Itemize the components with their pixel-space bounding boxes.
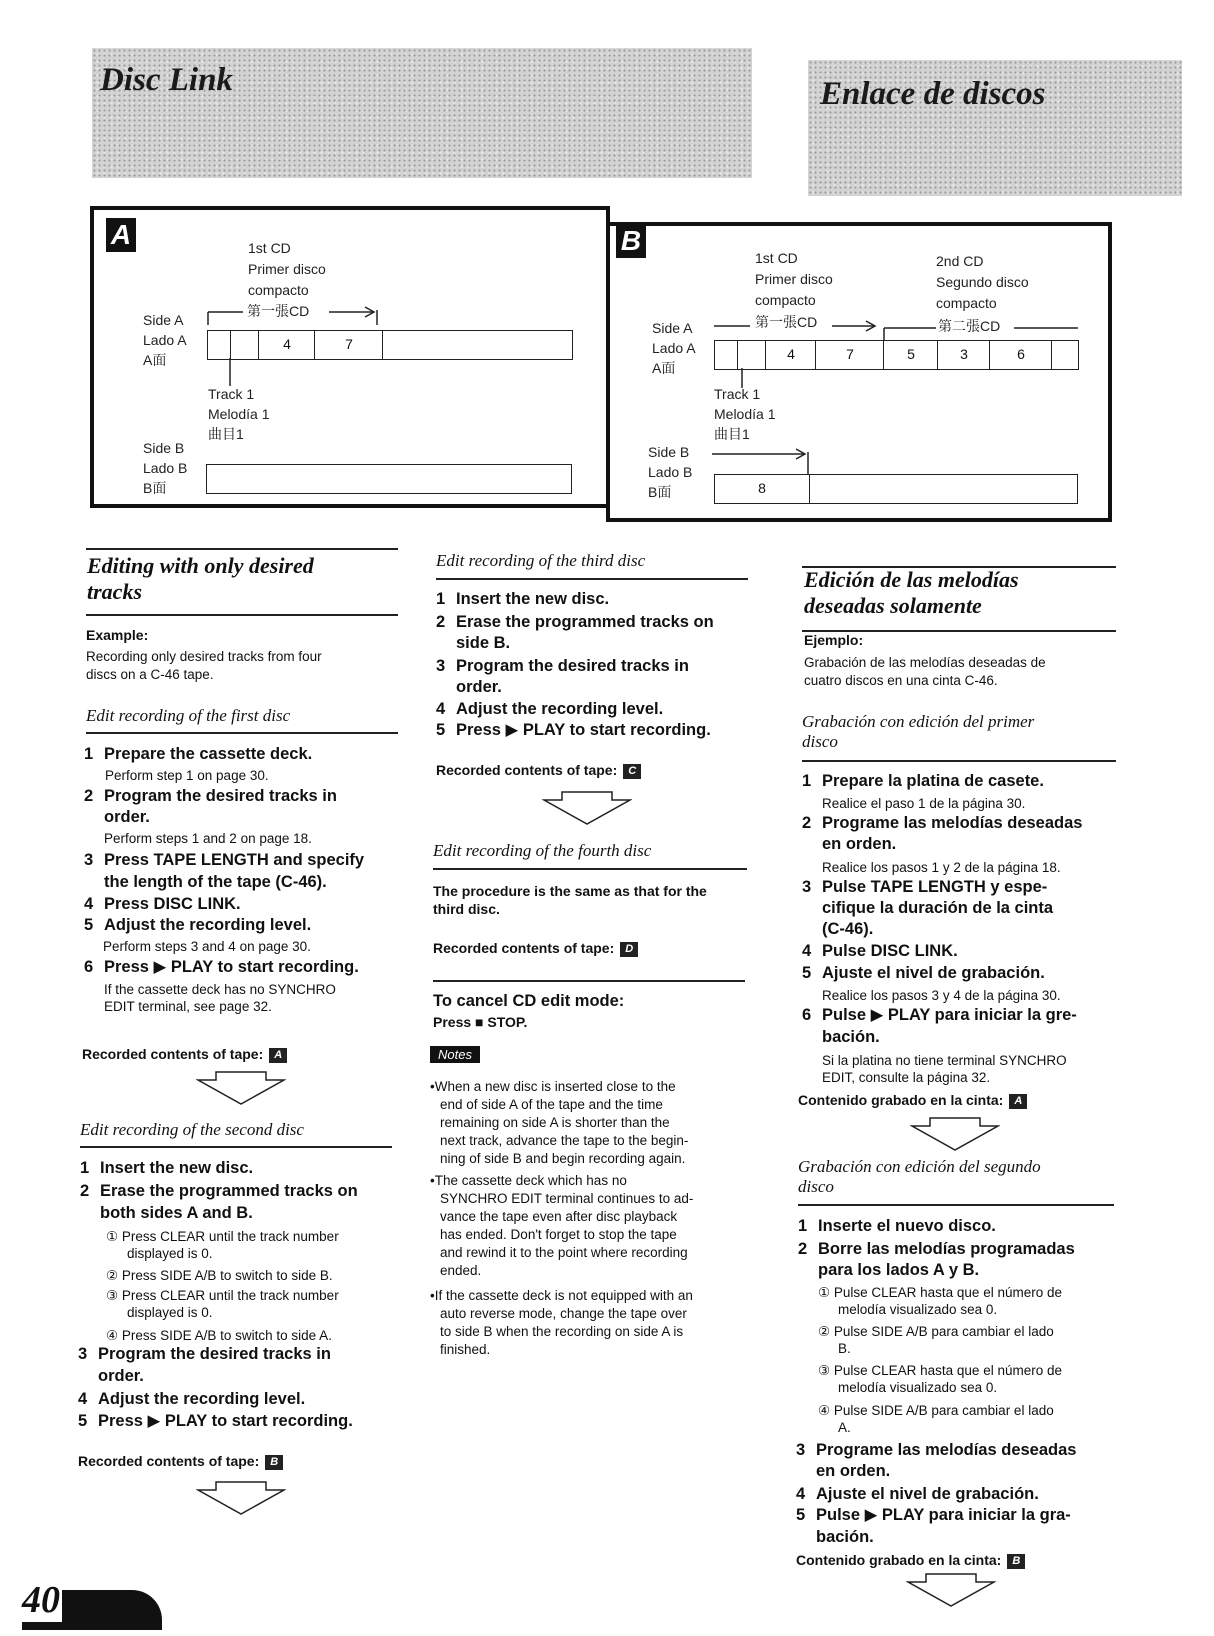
tape-side-b	[206, 464, 572, 494]
segundo-step-3-cont: en orden.	[816, 1462, 891, 1480]
down-arrow-icon	[910, 1116, 1000, 1152]
cd2-label-line2: Segundo disco	[936, 274, 1029, 290]
side-paso-4: ④ Pulse SIDE A/B para cambiar el lado A.	[818, 1403, 1054, 1435]
clear-substep-3: ③ Press CLEAR until the track number displayed is 0.	[106, 1288, 339, 1320]
diagram-letter-a: A	[106, 218, 136, 252]
segundo-step-2-cont: para los lados A y B.	[818, 1261, 980, 1279]
third-disc-title: Edit recording of the third disc	[436, 551, 646, 570]
side-a-label-jp: A面	[652, 360, 676, 376]
page-number: 40	[22, 1579, 60, 1621]
tape-side-b	[714, 474, 1078, 504]
cancel-title: To cancel CD edit mode:	[433, 992, 625, 1010]
cd1-jp-label: 第一張CD	[755, 314, 818, 330]
cd1-label-line2: Primer disco	[248, 261, 326, 277]
track1-label-en: Track 1	[208, 386, 255, 402]
tape-side-a	[714, 340, 1079, 370]
third-disc-rule	[436, 578, 748, 580]
second-disc-rule	[80, 1146, 392, 1148]
cd1-label-line1: 1st CD	[248, 240, 291, 256]
side-b-arrow	[712, 446, 812, 476]
ejemplo-text: Grabación de las melodías deseadas de cuatro discos en una cinta C-46.	[804, 655, 1046, 688]
cd1-label-line3: compacto	[755, 292, 816, 308]
primer-step-3-cont2: (C-46).	[822, 920, 874, 938]
example-label: Example:	[86, 627, 149, 643]
recorded-contents-c: Recorded contents of tape: C	[436, 762, 641, 779]
track1-label-es: Melodía 1	[208, 406, 270, 422]
clear-paso-3: ③ Pulse CLEAR hasta que el número de melodía visualizado sea 0.	[818, 1363, 1062, 1395]
cancel-text: Press ■ STOP.	[433, 1014, 528, 1030]
down-arrow-icon	[196, 1070, 286, 1106]
cd1-label-line2: Primer disco	[755, 271, 833, 287]
ejemplo-label: Ejemplo:	[804, 632, 864, 648]
note-1: •When a new disc is inserted close to the end of side A of the tape and the time remaining on side A is shorter than the next track, advance the tape to the begin- ning of side B and begin recording again.	[430, 1079, 689, 1166]
first-step-2-note: Perform steps 1 and 2 on page 18.	[104, 831, 312, 846]
cd-range-arrows	[714, 314, 1084, 342]
tape-badge-a: A	[1009, 1094, 1027, 1109]
first-step-6-note: If the cassette deck has no SYNCHRO EDIT terminal, see page 32.	[104, 982, 336, 1014]
cd2-label-line3: compacto	[936, 295, 997, 311]
first-disc-rule	[86, 732, 398, 734]
down-arrow-icon	[196, 1480, 286, 1516]
segundo-disco-title: Grabación con edición del segundo disco	[798, 1157, 1041, 1196]
tape-badge-b: B	[1007, 1554, 1025, 1569]
side-a-label-en: Side A	[652, 320, 693, 336]
third-step-3-cont: order.	[456, 678, 502, 696]
down-arrow-icon	[542, 790, 632, 826]
primer-step-6-cont: bación.	[822, 1028, 880, 1046]
side-b-label-en: Side B	[143, 440, 185, 456]
second-step-2-cont: both sides A and B.	[100, 1204, 253, 1222]
fourth-disc-rule	[433, 868, 747, 870]
track-cell: 8	[758, 480, 766, 496]
clear-paso-1: ① Pulse CLEAR hasta que el número de melodía visualizado sea 0.	[818, 1285, 1062, 1317]
cd1-range-arrow	[207, 302, 387, 326]
side-a-label-es: Lado A	[143, 332, 187, 348]
down-arrow-icon	[906, 1572, 996, 1608]
primer-step-5-note: Realice los pasos 3 y 4 de la página 30.	[822, 988, 1061, 1003]
note-3: •If the cassette deck is not equipped with an auto reverse mode, change the tape over to side B when the recording on side A is finished.	[430, 1288, 693, 1357]
page-title-en: Disc Link	[100, 62, 233, 98]
side-substep-4: ④ Press SIDE A/B to switch to side A.	[106, 1328, 332, 1343]
side-b-label-jp: B面	[143, 480, 167, 496]
recorded-contents-d: Recorded contents of tape: D	[433, 940, 638, 957]
tape-badge-a: A	[269, 1048, 287, 1063]
col1-title-rule-bottom	[86, 614, 398, 616]
cd1-label-line3: compacto	[248, 282, 309, 298]
track1-pointer	[228, 358, 232, 386]
cd1-jp-label: 第一張CD	[247, 303, 310, 319]
primer-disco-title: Grabación con edición del primer disco	[802, 712, 1035, 751]
side-paso-2: ② Pulse SIDE A/B para cambiar el lado B.	[818, 1324, 1054, 1356]
track-cell: 4	[258, 331, 315, 359]
page-title-es: Enlace de discos	[820, 76, 1046, 112]
second-disc-title: Edit recording of the second disc	[80, 1120, 304, 1139]
notes-badge: Notes	[430, 1046, 480, 1063]
first-step-5-note: Perform steps 3 and 4 on page 30.	[103, 939, 311, 954]
track1-label-jp: 曲目1	[714, 426, 750, 442]
recorded-contents-b: Recorded contents of tape: B	[78, 1453, 283, 1470]
cd2-label-line1: 2nd CD	[936, 253, 984, 269]
first-step-1-note: Perform step 1 on page 30.	[105, 768, 269, 783]
side-a-label-en: Side A	[143, 312, 184, 328]
tape-badge-b: B	[265, 1455, 283, 1470]
cancel-rule	[433, 980, 745, 982]
contenido-grabado-b: Contenido grabado en la cinta: B	[796, 1552, 1025, 1569]
track-cell: 7	[815, 341, 884, 369]
track-cell: 7	[314, 331, 383, 359]
col3-section-title: Edición de las melodías deseadas solamente	[804, 567, 1019, 618]
first-disc-title: Edit recording of the first disc	[86, 706, 291, 725]
tape-side-a	[207, 330, 573, 360]
tape-badge-c: C	[623, 764, 641, 779]
note-2: •The cassette deck which has no SYNCHRO EDIT terminal continues to ad- vance the tape even after disc playback has ended. Don't forget to stop the tape and rewind it to the point where recording ended.	[430, 1173, 694, 1278]
track-cell: 4	[765, 341, 816, 369]
track1-label-jp: 曲目1	[208, 426, 244, 442]
track-cell: 3	[937, 341, 990, 369]
track1-label-es: Melodía 1	[714, 406, 776, 422]
side-b-label-en: Side B	[648, 444, 690, 460]
diagram-letter-b: B	[616, 224, 646, 258]
side-b-label-es: Lado B	[143, 460, 188, 476]
track-cell: 5	[883, 341, 938, 369]
third-step-2-cont: side B.	[456, 634, 511, 652]
cd1-label-line1: 1st CD	[755, 250, 798, 266]
side-b-label-es: Lado B	[648, 464, 693, 480]
primer-disco-rule	[802, 760, 1116, 762]
fourth-disc-text: The procedure is the same as that for the third disc.	[433, 883, 707, 917]
first-step-2-cont: order.	[104, 808, 150, 826]
fourth-disc-title: Edit recording of the fourth disc	[433, 841, 652, 860]
clear-substep-1: ① Press CLEAR until the track number displayed is 0.	[106, 1229, 339, 1261]
primer-step-3-cont: cifique la duración de la cinta	[822, 899, 1054, 917]
recorded-contents-a: Recorded contents of tape: A	[82, 1046, 287, 1063]
track-cell: 6	[989, 341, 1052, 369]
first-step-3-cont: the length of the tape (C-46).	[104, 873, 327, 891]
col1-section-title: Editing with only desired tracks	[87, 553, 314, 604]
example-text: Recording only desired tracks from four discs on a C-46 tape.	[86, 649, 322, 682]
primer-step-2-note: Realice los pasos 1 y 2 de la página 18.	[822, 860, 1061, 875]
track1-label-en: Track 1	[714, 386, 761, 402]
tape-badge-d: D	[620, 942, 638, 957]
side-a-label-es: Lado A	[652, 340, 696, 356]
side-b-label-jp: B面	[648, 484, 672, 500]
contenido-grabado-a: Contenido grabado en la cinta: A	[798, 1092, 1027, 1109]
col1-title-rule-top	[86, 548, 398, 550]
side-substep-2: ② Press SIDE A/B to switch to side B.	[106, 1268, 333, 1283]
primer-step-6-note: Si la platina no tiene terminal SYNCHRO EDIT, consulte la página 32.	[822, 1053, 1067, 1085]
primer-step-1-note: Realice el paso 1 de la página 30.	[822, 796, 1026, 811]
cd2-jp-label: 第二張CD	[938, 318, 1001, 334]
second-step-3-cont: order.	[98, 1367, 144, 1385]
side-a-label-jp: A面	[143, 352, 167, 368]
segundo-step-5-cont: bación.	[816, 1528, 874, 1546]
segundo-disco-rule	[798, 1204, 1114, 1206]
primer-step-2-cont: en orden.	[822, 835, 897, 853]
